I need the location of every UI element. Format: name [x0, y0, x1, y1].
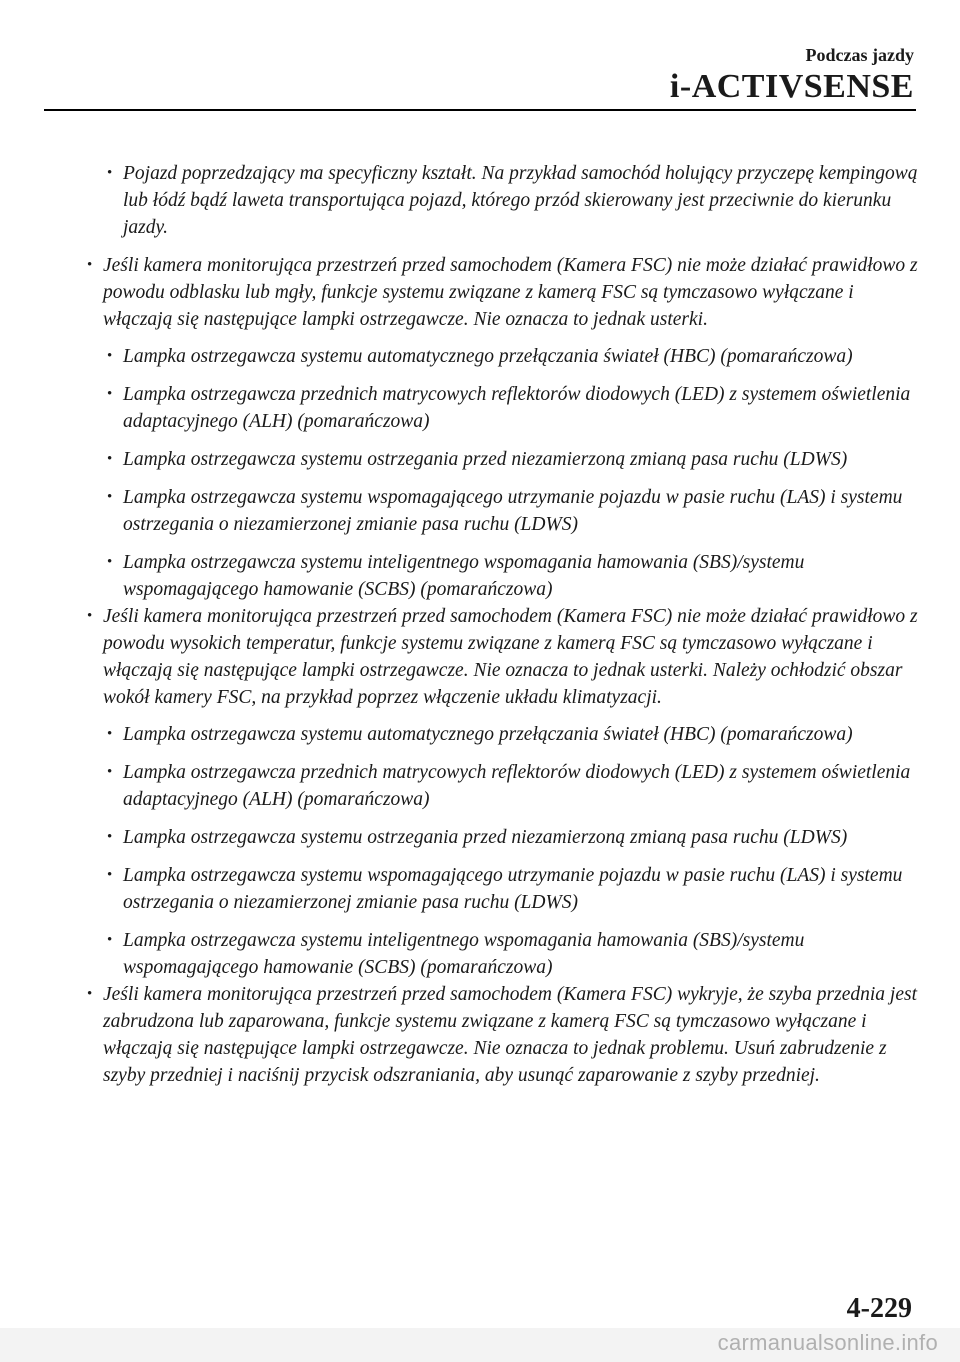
bullet-text: Pojazd poprzedzający ma specyficzny kształt. Na przykład samochód holujący przyczepę kempingową lub łódź bądź laweta transportująca pojazd, którego przód skierowany jest przeciwnie do kierunku jazdy.: [123, 163, 918, 238]
bullet-icon: •: [107, 726, 113, 742]
watermark-text: carmanualsonline.info: [717, 1330, 938, 1355]
bullet-list: [86, 160, 922, 1089]
bullet-text: Jeśli kamera monitorująca przestrzeń przed samochodem (Kamera FSC) nie może działać prawidłowo z powodu wysokich temperatur, funkcje systemu związane z kamerą FSC są tymczasowo wyłączane i włączają się następujące lampki ostrzegawcze. Nie oznacza to jednak usterki. Należy ochłodzić obszar wokół kamery FSC, na przykład poprzez włączenie układu klimatyzacji.: [103, 606, 918, 708]
sub-bullet-item: [86, 381, 922, 435]
section-title: Podczas jazdy: [805, 45, 914, 65]
bullet-text: Jeśli kamera monitorująca przestrzeń przed samochodem (Kamera FSC) nie może działać prawidłowo z powodu odblasku lub mgły, funkcje systemu związane z kamerą FSC są tymczasowo wyłączane i włączają się następujące lampki ostrzegawcze. Nie oznacza to jednak usterki.: [103, 255, 918, 330]
bullet-text: Lampka ostrzegawcza systemu automatycznego przełączania świateł (HBC) (pomarańczowa): [123, 724, 853, 745]
bullet-icon: •: [87, 986, 93, 1002]
bullet-item: [86, 252, 922, 333]
bullet-icon: •: [87, 608, 93, 624]
bullet-text: Lampka ostrzegawcza systemu wspomagającego utrzymanie pojazdu w pasie ruchu (LAS) i systemu ostrzegania o niezamierzonej zmianie pasa ruchu (LDWS): [123, 865, 903, 913]
bullet-text: Lampka ostrzegawcza systemu wspomagającego utrzymanie pojazdu w pasie ruchu (LAS) i systemu ostrzegania o niezamierzonej zmianie pasa ruchu (LDWS): [123, 487, 903, 535]
chapter-title: i-ACTIVSENSE: [669, 68, 914, 105]
bullet-icon: •: [107, 867, 113, 883]
bullet-icon: •: [107, 386, 113, 402]
bullet-icon: •: [87, 257, 93, 273]
bullet-text: Lampka ostrzegawcza systemu inteligentnego wspomagania hamowania (SBS)/systemu wspomagającego hamowanie (SCBS) (pomarańczowa): [123, 552, 805, 600]
bullet-text: Jeśli kamera monitorująca przestrzeń przed samochodem (Kamera FSC) wykryje, że szyba przednia jest zabrudzona lub zaparowana, funkcje systemu związane z kamerą FSC są tymczasowo wyłączane i włączają się następujące lampki ostrzegawcze. Nie oznacza to jednak problemu. Usuń zabrudzenie z szyby przedniej i naciśnij przycisk odszraniania, aby usunąć zaparowanie z szyby przedniej.: [103, 984, 918, 1086]
bullet-icon: •: [107, 932, 113, 948]
page-number: 4-229: [846, 1293, 912, 1324]
sub-bullet-item: [86, 862, 922, 916]
bullet-icon: •: [107, 829, 113, 845]
sub-bullet-item: [86, 446, 922, 473]
sub-bullet-item: [86, 484, 922, 538]
sub-bullet-item: [86, 160, 922, 241]
bullet-icon: •: [107, 451, 113, 467]
page-header: [494, 44, 914, 106]
header-divider: [44, 109, 916, 111]
bullet-text: Lampka ostrzegawcza systemu ostrzegania przed niezamierzoną zmianą pasa ruchu (LDWS): [123, 449, 848, 470]
bullet-text: Lampka ostrzegawcza systemu automatycznego przełączania świateł (HBC) (pomarańczowa): [123, 346, 853, 367]
sub-bullet-item: [86, 824, 922, 851]
bullet-text: Lampka ostrzegawcza systemu ostrzegania przed niezamierzoną zmianą pasa ruchu (LDWS): [123, 827, 848, 848]
bullet-item: [86, 981, 922, 1089]
sub-bullet-item: [86, 927, 922, 981]
bullet-text: Lampka ostrzegawcza przednich matrycowych reflektorów diodowych (LED) z systemem oświetlenia adaptacyjnego (ALH) (pomarańczowa): [123, 384, 911, 432]
bullet-icon: •: [107, 348, 113, 364]
bullet-item: [86, 603, 922, 711]
bullet-icon: •: [107, 489, 113, 505]
bullet-icon: •: [107, 165, 113, 181]
bullet-text: Lampka ostrzegawcza przednich matrycowych reflektorów diodowych (LED) z systemem oświetlenia adaptacyjnego (ALH) (pomarańczowa): [123, 762, 911, 810]
bullet-text: Lampka ostrzegawcza systemu inteligentnego wspomagania hamowania (SBS)/systemu wspomagającego hamowanie (SCBS) (pomarańczowa): [123, 930, 805, 978]
bullet-icon: •: [107, 764, 113, 780]
sub-bullet-item: [86, 549, 922, 603]
sub-bullet-item: [86, 721, 922, 748]
sub-bullet-item: [86, 759, 922, 813]
bullet-icon: •: [107, 554, 113, 570]
sub-bullet-item: [86, 343, 922, 370]
